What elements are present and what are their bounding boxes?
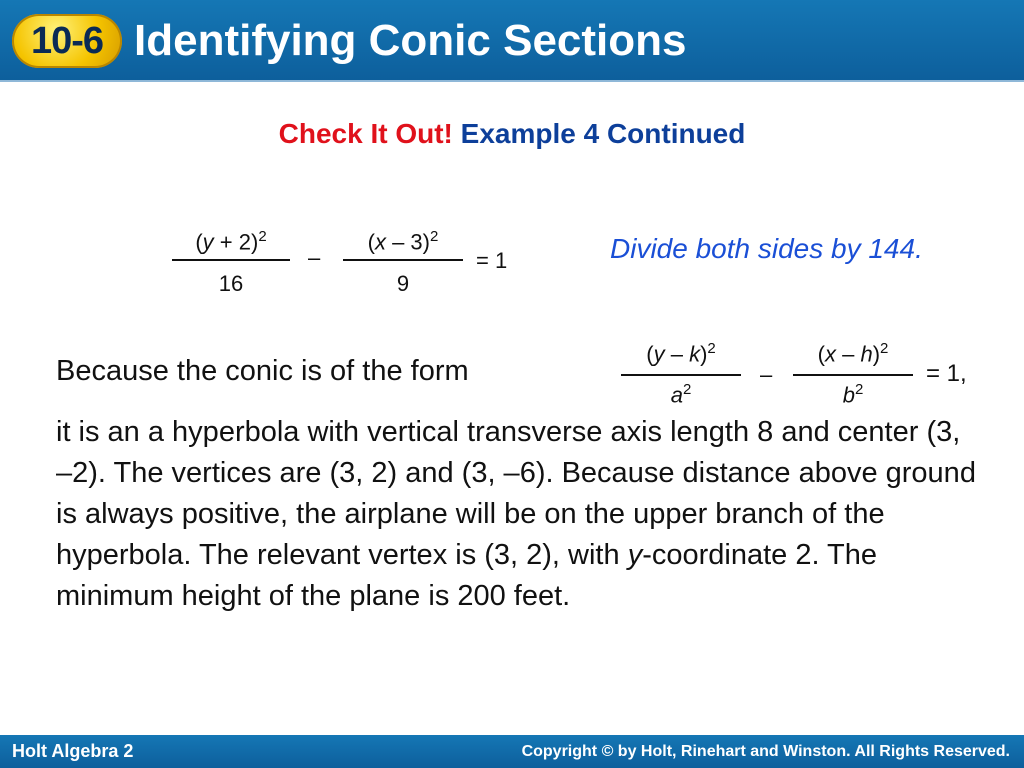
step-note: Divide both sides by 144. [610,233,923,264]
general-fraction-1 [621,340,741,410]
general-equals-one: = 1, [926,360,967,387]
lesson-badge [12,14,122,68]
y-variable: y [627,539,643,571]
equals-one: = 1 [476,248,508,273]
explanation-paragraph: it is an a hyperbola with vertical transverse axis length 8 and center (3, –2). The vertices are (3, 2) and (3, –6). Because distance above ground is always positive, the airplane will be on the upper branch of the hyperbola. The relevant vertex is (3, 2), with y-coordinate 2. The minimum height of the plane is 200 feet. [56,416,976,612]
general-minus-sign: – [760,362,773,387]
slide-footer [0,735,1024,768]
fraction-2-denominator: 9 [396,271,410,296]
equation-fraction-2 [343,228,463,298]
example-label: Example 4 Continued [460,118,746,149]
general-fraction-2-denominator: $b^2$ [842,381,864,408]
equation-fraction-1 [172,228,290,298]
slide-title: Identifying Conic Sections [134,16,687,65]
slide-subtitle [0,118,1024,150]
footer-book-title: Holt Algebra 2 [12,741,134,761]
general-fraction-2-numerator: (x – h)$^2$ [817,340,889,367]
fraction-2-bar [343,259,463,261]
general-fraction-1-bar [621,374,741,376]
check-it-out-label: Check It Out! [278,118,453,149]
slide-header [0,0,1024,82]
footer-copyright: Copyright © by Holt, Rinehart and Winston. All Rights Reserved. [521,743,1010,760]
fraction-1-denominator: 16 [218,271,244,296]
general-fraction-2-bar [793,374,913,376]
minus-sign: – [308,245,321,270]
general-fraction-2 [793,340,913,410]
general-form-lead: Because the conic is of the form [56,355,469,387]
lesson-number: 10-6 [30,20,104,62]
general-fraction-1-denominator: $a^2$ [670,381,692,408]
fraction-1-numerator: $(y + 2)^2$ [195,228,267,255]
fraction-1-bar [172,259,290,261]
fraction-2-numerator: (x – 3)$^2$ [367,228,439,255]
general-fraction-1-numerator: (y – k)$^2$ [646,340,716,367]
